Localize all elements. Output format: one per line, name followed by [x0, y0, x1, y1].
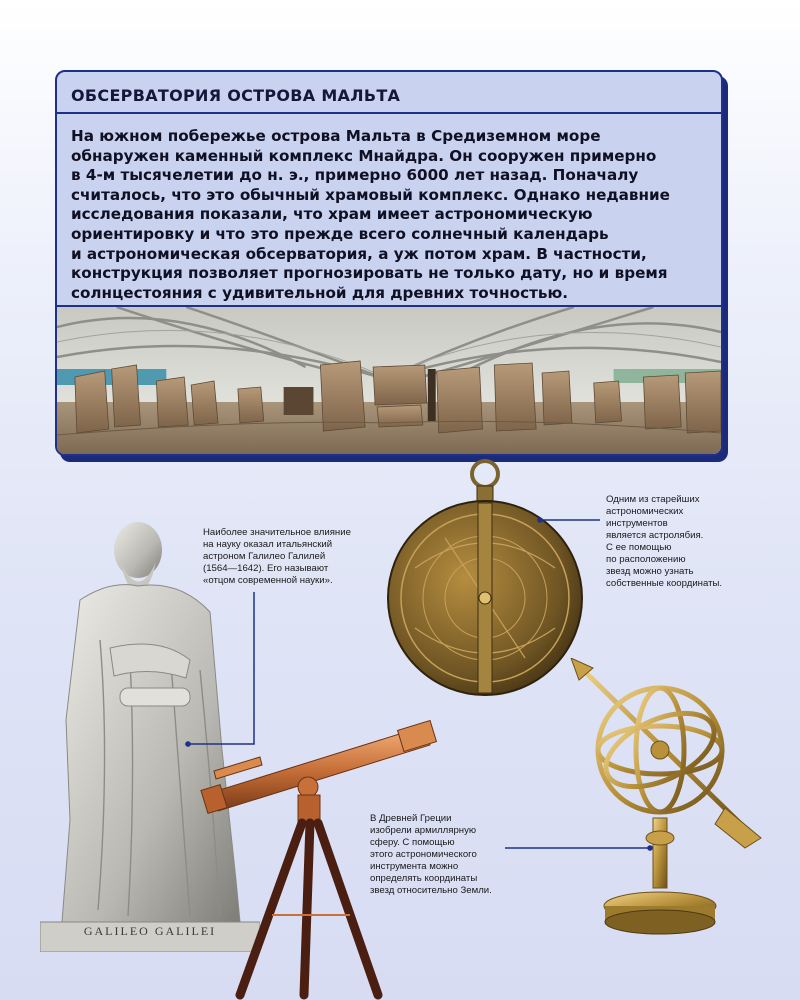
caption-line: В Древней Греции [370, 813, 452, 824]
panel-body-text [71, 127, 711, 303]
text-line: На южном побережье острова Мальта в Средиземном море [71, 127, 601, 145]
title-divider [57, 112, 721, 114]
text-line: солнцестояния с удивительной для древних точностью. [71, 283, 569, 302]
info-panel [55, 70, 723, 456]
caption-line: звезд можно узнать [606, 566, 694, 577]
text-line: и астрономическая обсерватория, а уж потом храм. В частности, [71, 244, 647, 263]
caption-line: Наиболее значительное влияние [203, 527, 351, 538]
text-line: ориентировку и что это прежде всего солнечный календарь [71, 224, 609, 243]
caption-line: по расположению [606, 554, 686, 565]
astrolabe-caption [606, 494, 722, 590]
panel-title: ОБСЕРВАТОРИЯ ОСТРОВА МАЛЬТА [71, 86, 401, 105]
caption-line: является астролябия. [606, 530, 704, 541]
caption-line: (1564—1642). Его называют [203, 563, 329, 574]
galileo-caption [203, 527, 351, 587]
caption-line: инструментов [606, 518, 668, 529]
text-line: обнаружен каменный комплекс Мнайдра. Он сооружен примерно [71, 146, 657, 165]
caption-line: на науку оказал итальянский [203, 539, 333, 550]
caption-line: С ее помощью [606, 542, 672, 553]
text-line: считалось, что это обычный храмовый комплекс. Однако недавние [71, 185, 670, 204]
caption-line: собственные координаты. [606, 578, 723, 589]
caption-line: «отцом современной науки». [203, 575, 333, 586]
caption-line: изобрели армиллярную [370, 825, 477, 836]
text-line: исследования показали, что храм имеет астрономическую [71, 205, 593, 224]
text-line: конструкция позволяет прогнозировать не только дату, но и время [71, 264, 668, 283]
astrolabe-image [385, 458, 590, 698]
caption-line: звезд относительно Земли. [370, 885, 492, 896]
caption-line: определять координаты [370, 873, 478, 884]
caption-line: инструмента можно [370, 861, 459, 872]
caption-line: Одним из старейших [606, 494, 700, 505]
caption-line: этого астрономического [370, 849, 477, 860]
armillary-sphere-image [565, 658, 765, 938]
caption-line: астроном Галилео Галилей [203, 551, 326, 562]
armillary-caption [370, 813, 492, 897]
caption-line: астрономических [606, 506, 684, 517]
statue-inscription: GALILEO GALILEI [83, 924, 217, 938]
text-line: в 4-м тысячелетии до н. э., примерно 6000 лет назад. Поначалу [71, 166, 639, 185]
mnajdra-temple-photo [57, 307, 721, 456]
caption-line: сферу. С помощью [370, 837, 455, 848]
